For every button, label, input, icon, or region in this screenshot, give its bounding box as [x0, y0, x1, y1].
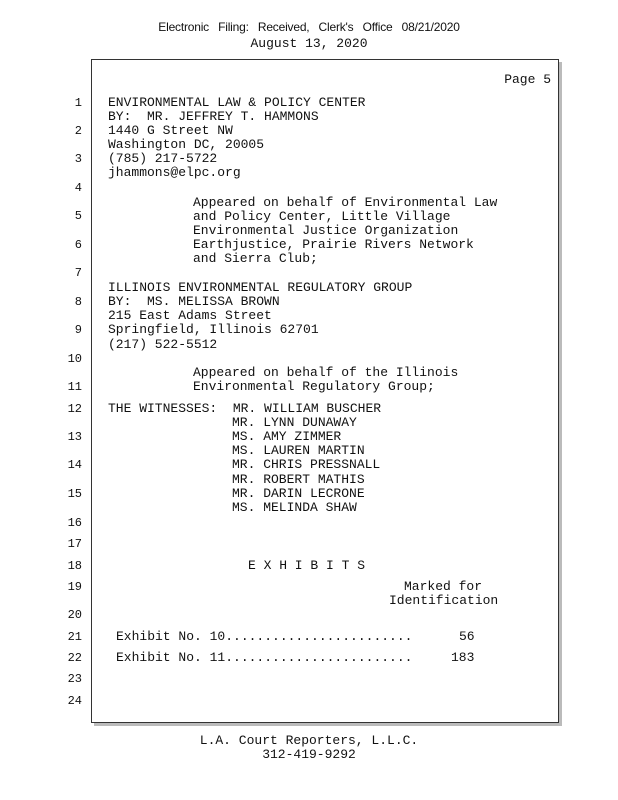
line-number: 17 — [67, 537, 82, 551]
line-number: 13 — [67, 430, 82, 444]
line-number: 22 — [67, 651, 82, 665]
transcript-line: Earthjustice, Prairie Rivers Network — [193, 237, 474, 252]
line-number: 1 — [74, 96, 82, 110]
line-number: 23 — [67, 672, 82, 686]
transcript-line: Environmental Justice Organization — [193, 223, 459, 238]
transcript-line: Environmental Regulatory Group; — [193, 379, 435, 394]
transcript-line: Washington DC, 20005 — [108, 137, 265, 152]
transcript-line: Springfield, Illinois 62701 — [108, 322, 319, 337]
transcript-line: MS. LAUREN MARTIN — [232, 443, 365, 458]
transcript-line: THE WITNESSES: MR. WILLIAM BUSCHER — [108, 401, 382, 416]
line-number: 21 — [67, 630, 82, 644]
line-number: 11 — [67, 380, 82, 394]
footer-company: L.A. Court Reporters, L.L.C. — [199, 733, 419, 748]
line-number: 6 — [74, 238, 82, 252]
line-number: 24 — [67, 694, 82, 708]
exhibit-page: 56 — [459, 629, 475, 644]
exhibits-heading: E X H I B I T S — [248, 558, 366, 573]
exhibit-entry: Exhibit No. 11........................ — [116, 650, 413, 665]
header-date: August 13, 2020 — [250, 36, 368, 51]
transcript-line: (217) 522-5512 — [108, 337, 218, 352]
transcript-line: jhammons@elpc.org — [108, 165, 241, 180]
transcript-line: and Sierra Club; — [193, 251, 318, 266]
transcript-line: and Policy Center, Little Village — [193, 209, 451, 224]
line-number: 19 — [67, 580, 82, 594]
line-number: 20 — [67, 608, 82, 622]
line-number: 10 — [67, 352, 82, 366]
transcript-line: MR. LYNN DUNAWAY — [232, 415, 357, 430]
line-number: 2 — [74, 124, 82, 138]
line-number: 5 — [74, 209, 82, 223]
line-number: 7 — [74, 266, 82, 280]
transcript-line: MR. ROBERT MATHIS — [232, 472, 365, 487]
transcript-line: MS. MELINDA SHAW — [232, 500, 357, 515]
line-number: 4 — [74, 181, 82, 195]
column-heading: Identification — [389, 593, 499, 608]
line-number: 9 — [74, 323, 82, 337]
transcript-line: ENVIRONMENTAL LAW & POLICY CENTER — [108, 95, 366, 110]
page-label: Page 5 — [504, 72, 551, 87]
transcript-line: (785) 217-5722 — [108, 151, 218, 166]
column-heading: Marked for — [404, 579, 483, 594]
transcript-line: 1440 G Street NW — [108, 123, 233, 138]
filing-stamp: Electronic Filing: Received, Clerk's Office 08/21/2020 — [158, 20, 460, 34]
line-number: 15 — [67, 487, 82, 501]
transcript-line: BY: MS. MELISSA BROWN — [108, 294, 280, 309]
line-number: 12 — [67, 402, 82, 416]
transcript-line: Appeared on behalf of the Illinois — [193, 365, 459, 380]
exhibit-page: 183 — [451, 650, 475, 665]
transcript-line: 215 East Adams Street — [108, 308, 272, 323]
transcript-line: MR. DARIN LECRONE — [232, 486, 365, 501]
line-number: 3 — [74, 152, 82, 166]
transcript-line: MR. CHRIS PRESSNALL — [232, 457, 381, 472]
exhibit-entry: Exhibit No. 10........................ — [116, 629, 413, 644]
transcript-line: MS. AMY ZIMMER — [232, 429, 342, 444]
transcript-line: Appeared on behalf of Environmental Law — [193, 195, 498, 210]
transcript-line: BY: MR. JEFFREY T. HAMMONS — [108, 109, 319, 124]
footer-phone: 312-419-9292 — [262, 747, 356, 762]
line-number: 8 — [74, 295, 82, 309]
line-number: 14 — [67, 458, 82, 472]
line-number: 16 — [67, 516, 82, 530]
transcript-line: ILLINOIS ENVIRONMENTAL REGULATORY GROUP — [108, 280, 413, 295]
line-number: 18 — [67, 559, 82, 573]
